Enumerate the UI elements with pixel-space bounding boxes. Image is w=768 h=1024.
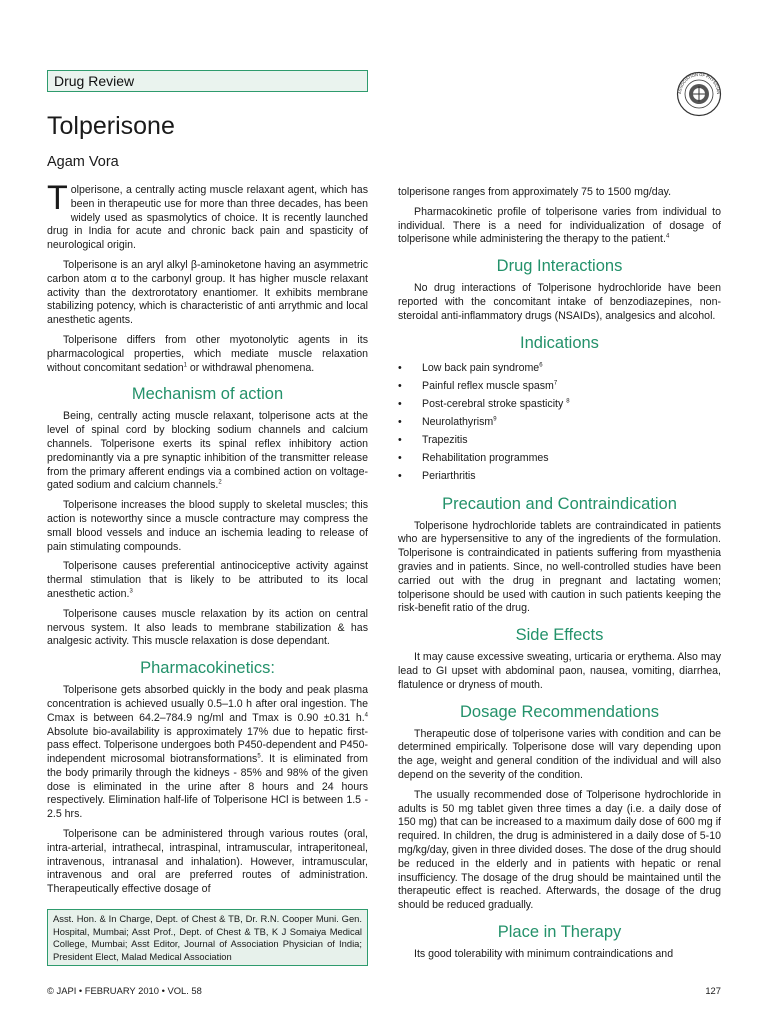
intro-paragraph-2: Tolperisone is an aryl alkyl β-aminoketone having an asymmetric carbon atom α to the carbonyl group. It has higher muscle relaxant activity than the dextrorotatory enantiomer. It exhibits membrane stabilizing potency, which is characteristic of anti arrythmic and local anesthetic agents.	[47, 258, 368, 327]
bullet-icon: •	[398, 433, 402, 446]
side-effects-paragraph: It may cause excessive sweating, urticaria or erythema. Also may lead to GI upset with abdominal paon, nausea, vomiting, diarrhea, flatulence or dryness of mouth.	[398, 651, 721, 691]
article-author: Agam Vora	[47, 154, 119, 170]
indications-heading: Indications	[520, 333, 599, 352]
pharmacokinetics-paragraph-2: Tolperisone can be administered through various routes (oral, intra-arterial, intrathecal, intraspinal, intramuscular, intraperitoneal, intravenous, intranasal and inhalation). However, intramuscular, intravenous and oral are preferred routes of administration. Therapeutically effective dosage of	[47, 828, 368, 896]
mechanism-heading: Mechanism of action	[131, 385, 284, 404]
list-item: • Rehabilitation programmes	[398, 449, 721, 467]
place-in-therapy-paragraph: Its good tolerability with minimum contraindications and	[414, 947, 674, 960]
right-column	[398, 186, 721, 968]
list-item: • Low back pain syndrome$^6$	[398, 359, 721, 377]
reference-marker: 7	[553, 380, 558, 387]
journal-footer: © JAPI • FEBRUARY 2010 • VOL. 58	[47, 985, 202, 996]
dosage-heading: Dosage Recommendations	[459, 702, 660, 721]
pharmacokinetics-paragraph-3: Pharmacokinetic profile of tolperisone varies from individual to individual. There is a need for individualization of dosage of tolperisone while administering the therapy to the patient.$^4$	[398, 205, 721, 246]
reference-marker: 3	[129, 588, 133, 595]
pharmacokinetics-continued: tolperisone ranges from approximately 75 to 1500 mg/day.	[398, 186, 672, 198]
list-item: • Post-cerebral stroke spasticity $^8$	[398, 395, 721, 413]
dosage-paragraph-2: The usually recommended dose of Tolperisone hydrochloride in adults is 50 mg tablet given three times a day (i.e. a daily dose of 150 mg) that can be increased to a maximum daily dose of 600 mg if required. In children, the drug is administered in a daily dose of 5-10 mg/kg/day, given in three divided doses. The dose of the drug should be reduced in the elderly and in patients with hepatic or renal insufficiency. The dosage of the drug should be maintained until the therapeutic effect is reached. Afterwards, the dosage of the drug should be reduced gradually.	[398, 788, 721, 912]
bullet-icon: •	[398, 451, 402, 464]
author-affiliation-box: Asst. Hon. & In Charge, Dept. of Chest & TB, Dr. R.N. Cooper Muni. Gen. Hospital, Mumbai; Asst Prof., Dept. of Chest & TB, K J Somaiya Medical College, Mumbai; Asst Editor, Journal of Association Physician of India; President Elect, Malad Medical Association	[47, 909, 368, 966]
reference-marker: 6	[539, 362, 543, 369]
page-number: 127	[705, 985, 721, 996]
indications-list	[398, 359, 721, 485]
reference-marker: 8	[566, 398, 570, 405]
mechanism-paragraph-1: Being, centrally acting muscle relaxant, tolperisone acts at the level of spinal cord by blocking sodium channels and calcium channels. Tolperisone exerts its spinal reflex inhibitory action predominantly via a pre synaptic inhibition of the transmitter release from the primary afferent endings via a combined action on voltage-gated sodium and calcium channels.$^2$	[47, 410, 368, 492]
bullet-icon: •	[398, 469, 402, 482]
bullet-icon: •	[398, 361, 402, 374]
reference-marker: 4	[364, 712, 368, 719]
mechanism-paragraph-2: Tolperisone increases the blood supply to skeletal muscles; this action is noteworthy since a muscle contracture may compress the small blood vessels and induce an ischemia leading to release of pain stimulating compounds.	[47, 499, 368, 553]
dosage-paragraph-1: Therapeutic dose of tolperisone varies with condition and can be determined empirically. Tolperisone dose will vary depending upon the age, weight and general condition of the individual and will also depend on the severity of the condition.	[398, 727, 721, 781]
drug-interactions-heading: Drug Interactions	[496, 257, 623, 276]
precaution-paragraph: Tolperisone hydrochloride tablets are contraindicated in patients who are hypersensitive to any of the ingredients of the formulation. Tolperisone is contraindicated in patients suffering from myasthenia gravies and in patients. Since, no well-controlled studies have been carried out with the drug in pregnant and lactating women; tolperisone should be used with caution in such patients keeping the risk-benefit ratio of the drug.	[398, 519, 721, 615]
section-banner: Drug Review	[47, 70, 368, 92]
reference-marker: 9	[493, 416, 497, 423]
reference-marker: 1	[183, 362, 187, 369]
reference-marker: 5	[257, 753, 261, 760]
intro-paragraph-1: Tolperisone, a centrally acting muscle relaxant agent, which has been in therapeutic use for more than three decades, has been widely used as spasmolytics of choice. It is recently launched drug in India for acute and chronic back pain and spasticity of neurological origin.	[47, 179, 368, 252]
pharmacokinetics-paragraph-1: Tolperisone gets absorbed quickly in the body and peak plasma concentration is achieved usually 0.5–1.0 h after oral ingestion. The Cmax is between 64.2–784.9 ng/ml and Tmax is 0.90 ±0.31 h.$^4$ Absolute bio-availability is approximately 17% due to hepatic first-pass effect. Tolperisone undergoes both P450-dependent and P450-independent microsomal biotransformations$^5$. It is eliminated from the body primarily through the kidneys - 85% and 98% of the given dose is eliminated in the urine after 8 hours and 24 hours respectively. Elimination half-life of Tolperisone HCl is between 1.5 - 2.5 hrs.	[47, 684, 368, 821]
reference-marker: 2	[218, 479, 222, 486]
drug-interactions-paragraph: No drug interactions of Tolperisone hydrochloride have been reported with the concomitant intake of benzodiazepines, non-steroidal anti-inflammatory drugs (NSAIDs), analgesics and alcohol.	[398, 282, 721, 322]
bullet-icon: •	[398, 397, 402, 410]
place-in-therapy-heading: Place in Therapy	[497, 922, 622, 941]
list-item: • Neurolathyrism$^9$	[398, 413, 721, 431]
article-title: Tolperisone	[47, 112, 175, 140]
precaution-heading: Precaution and Contraindication	[442, 494, 677, 513]
association-seal-logo	[676, 71, 722, 117]
list-item: • Trapezitis	[398, 431, 721, 449]
pharmacokinetics-heading: Pharmacokinetics:	[140, 659, 275, 678]
list-item: • Painful reflex muscle spasm$^7$	[398, 377, 721, 395]
left-column	[47, 179, 368, 903]
mechanism-paragraph-4: Tolperisone causes muscle relaxation by its action on central nervous system. It also leads to membrane stabilization & has analgesic activity. This muscle relaxation is dose dependant.	[47, 607, 368, 648]
mechanism-paragraph-3: Tolperisone causes preferential antinociceptive activity against thermal stimulation that is likely to be attributed to its local anesthetic action.$^3$	[47, 560, 368, 600]
drop-cap: T	[47, 179, 68, 217]
seal-text: ASSOCIATION OF PHYSICIAN	[676, 71, 722, 95]
intro-paragraph-3: Tolperisone differs from other myotonolytic agents in its pharmacological properties, which mediate muscle relaxation without concomitant sedation$^1$ or withdrawal phenomena.	[47, 333, 368, 374]
reference-marker: 4	[665, 233, 670, 240]
list-item: • Periarthritis	[398, 467, 721, 485]
bullet-icon: •	[398, 379, 402, 392]
bullet-icon: •	[398, 415, 402, 428]
side-effects-heading: Side Effects	[515, 626, 604, 645]
